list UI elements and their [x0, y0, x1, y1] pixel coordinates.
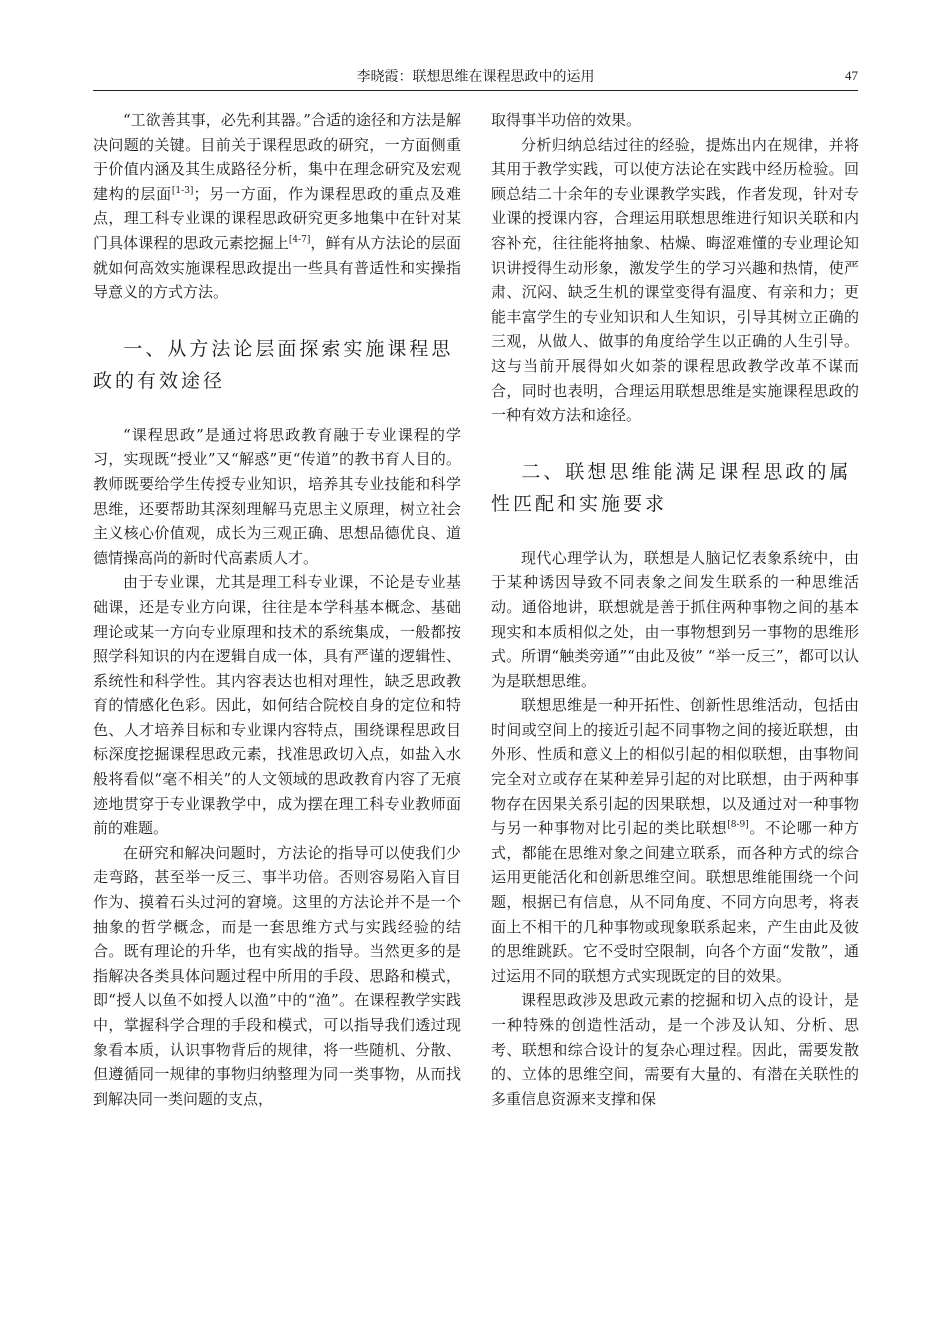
citation-ref: [4-7] — [288, 234, 311, 245]
paragraph: 联想思维是一种开拓性、创新性思维活动，包括由时间或空间上的接近引起不同事物之间的接近联想，由外形、性质和意义上的相似引起的相似联想，由事物间完全对立或存在某种差异引起的对比联想，由于两种事物存在因果关系引起的因果联想，以及通过对一种事物与另一种事物对比引起的类比联想[8-9]。不论哪一种方式，都能在思维对象之间建立联系，而各种方式的综合运用更能活化和创新思维空间。联想思维能围绕一个问题，根据已有信息，从不同角度、不同方向思考，将表面上不相干的几种事物或现象联系起来，产生由此及彼的思维跳跃。它不受时空限制，向各个方面“发散”，通过运用不同的联想方式实现既定的目的效果。 — [491, 696, 859, 985]
section-heading: 二、联想思维能满足课程思政的属性匹配和实施要求 — [491, 460, 852, 515]
section-heading: 一、从方法论层面探索实施课程思政的有效途径 — [93, 337, 454, 392]
paragraph: 课程思政涉及思政元素的挖掘和切入点的设计，是一种特殊的创造性活动，是一个涉及认知、分析、思考、联想和综合设计的复杂心理过程。因此，需要发散的、立体的思维空间，需要有大量的、有潜在关联性的多重信息资源来支撑和保 — [491, 991, 859, 1108]
running-title: 李晓霞：联想思维在课程思政中的运用 — [356, 69, 595, 85]
right-column — [491, 108, 859, 1111]
paragraph: “工欲善其事，必先利其器。”合适的途径和方法是解决问题的关键。目前关于课程思政的研究，一方面侧重于价值内涵及其生成路径分析，集中在理念研究及宏观建构的层面[1-3]；另一方面，作为课程思政的重点及难点，理工科专业课的课程思政研究更多地集中在针对某门具体课程的思政元素挖掘上[4-7]，鲜有从方法论的层面就如何高效实施课程思政提出一些具有普适性和实操指导意义的方式方法。 — [93, 111, 461, 302]
paragraph: 在研究和解决问题时，方法论的指导可以使我们少走弯路，甚至举一反三、事半功倍。否则容易陷入盲目作为、摸着石头过河的窘境。这里的方法论并不是一个抽象的哲学概念，而是一套思维方式与实践经验的结合。既有理论的升华，也有实战的指导。当然更多的是指解决各类具体问题过程中所用的手段、思路和模式，即“授人以鱼不如授人以渔”中的“渔”。在课程教学实践中，掌握科学合理的手段和模式，可以指导我们透过现象看本质，认识事物背后的规律，将一些随机、分散、但遵循同一规律的事物归纳整理为同一类事物，从而找到解决同一类问题的支点， — [93, 843, 461, 1108]
page-header — [93, 64, 858, 91]
paragraph: 分析归纳总结过往的经验，提炼出内在规律，并将其用于教学实践，可以使方法论在实践中经历检验。回顾总结二十余年的专业课教学实践，作者发现，针对专业课的授课内容，合理运用联想思维进行知识关联和内容补充，往往能将抽象、枯燥、晦涩难懂的专业理论知识讲授得生动形象，激发学生的学习兴趣和热情，使严肃、沉闷、缺乏生机的课堂变得有温度、有亲和力；更能丰富学生的专业知识和人生知识，引导其树立正确的三观，从做人、做事的角度给学生以正确的人生引导。这与当前开展得如火如荼的课程思政教学改革不谋而合，同时也表明，合理运用联想思维是实施课程思政的一种有效方法和途径。 — [491, 135, 859, 425]
citation-ref: [1-3] — [171, 185, 194, 196]
paragraph: “课程思政”是通过将思政教育融于专业课程的学习，实现既“授业”又“解惑”更“传道”的教书育人目的。教师既要给学生传授专业知识，培养其专业技能和科学思维，还要帮助其深刻理解马克思主义原理，树立社会主义核心价值观，成长为三观正确、思想品德优良、道德情操高尚的新时代高素质人才。 — [93, 425, 461, 567]
citation-ref: [8-9] — [727, 820, 749, 831]
left-column — [93, 108, 461, 1111]
page-number: 47 — [845, 68, 858, 83]
paragraph: 现代心理学认为，联想是人脑记忆表象系统中，由于某种诱因导致不同表象之间发生联系的一种思维活动。通俗地讲，联想就是善于抓住两种事物之间的基本现实和本质相似之处，由一事物想到另一事物的思维形式。所谓“触类旁通”“由此及彼” “举一反三”，都可以认为是联想思维。 — [491, 548, 859, 690]
paragraph: 由于专业课，尤其是理工科专业课，不论是专业基础课，还是专业方向课，往往是本学科基本概念、基础理论或某一方向专业原理和技术的系统集成，一般都按照学科知识的内在逻辑自成一体，具有严谨的逻辑性、系统性和科学性。其内容表达也相对理性，缺乏思政教育的情感化色彩。因此，如何结合院校自身的定位和特色、人才培养目标和专业课内容特点，围绕课程思政目标深度挖掘课程思政元素，找准思政切入点，如盐入水般将看似“毫不相关”的人文领域的思政教育内容了无痕迹地贯穿于专业课教学中，成为摆在理工科专业教师面前的难题。 — [93, 573, 461, 838]
paragraph: 取得事半功倍的效果。 — [491, 111, 642, 129]
